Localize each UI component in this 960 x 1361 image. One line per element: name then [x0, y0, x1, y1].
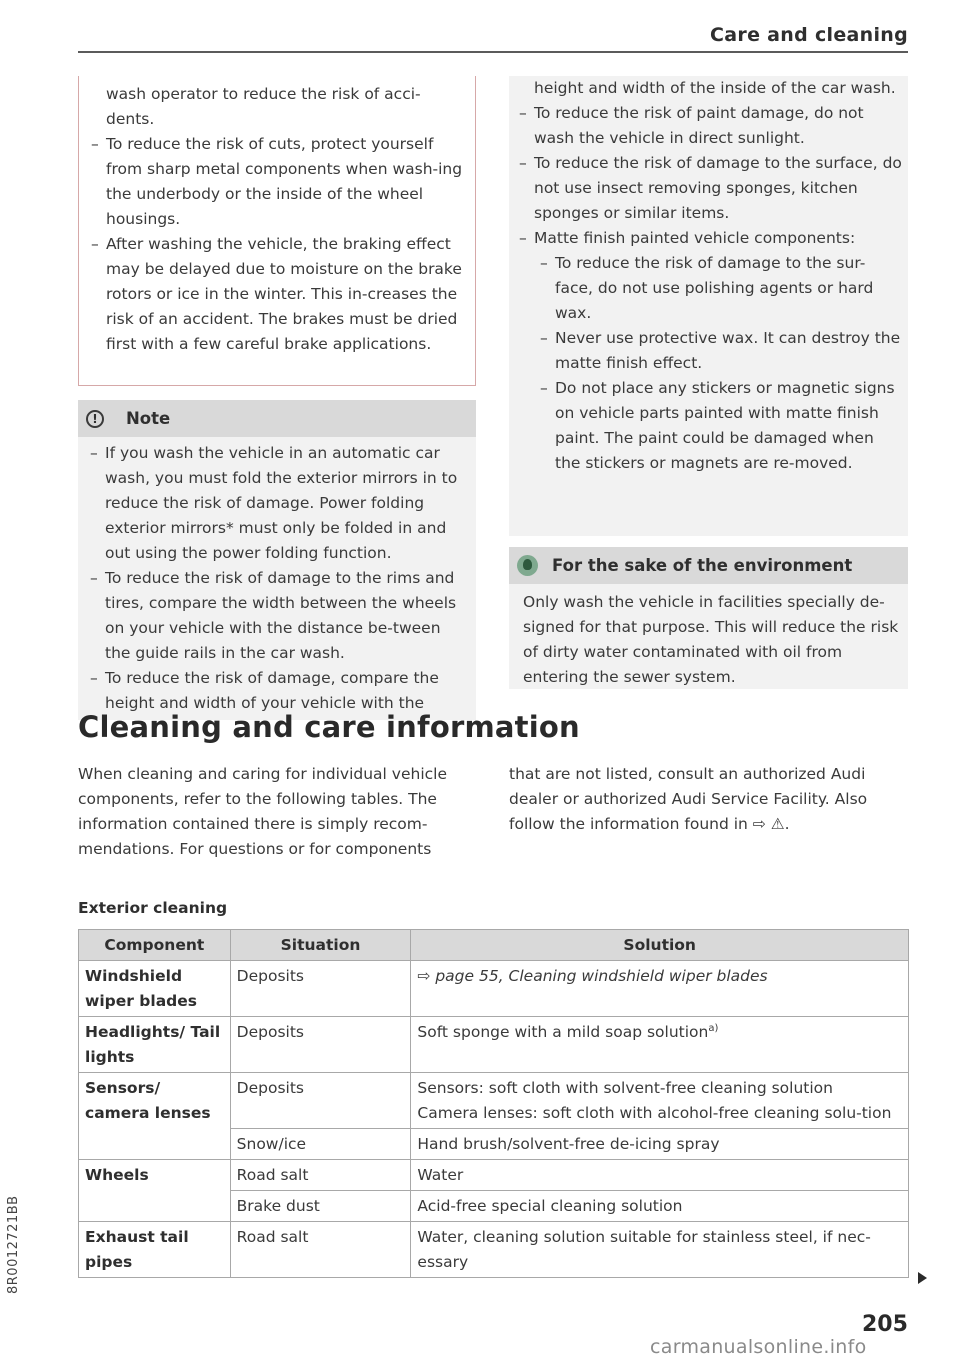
watermark: carmanualsonline.info — [650, 1336, 867, 1358]
table-header-row — [79, 930, 909, 961]
note-cont-sublist — [534, 251, 902, 476]
note-cont-item-text: Matte finish painted vehicle components: — [534, 229, 856, 247]
solution-cell — [411, 1073, 909, 1129]
column-header-component: Component — [79, 930, 231, 961]
environment-title: For the sake of the environment — [552, 556, 853, 575]
table-row — [79, 961, 909, 1017]
section-header: Care and cleaning — [710, 24, 908, 46]
situation-cell: Road salt — [230, 1222, 411, 1278]
note-item: – If you wash the vehicle in an automatic car wash, you must fold the exterior mirrors in to reduce the risk of damage. Power folding exterior mirrors* must only be folded in and out using the power folding function. — [84, 441, 466, 566]
warning-item: – After washing the vehicle, the braking effect may be delayed due to moisture on the brake rotors or ice in the winter. This in-creases the risk of an accident. The brakes must be dried first with a few careful brake applications. — [85, 232, 463, 357]
solution-line: Sensors: soft cloth with solvent-free cleaning solution — [417, 1079, 833, 1097]
info-icon: ! — [86, 410, 104, 428]
table-row — [79, 1222, 909, 1278]
table-row — [79, 1017, 909, 1073]
solution-cell: Water, cleaning solution suitable for stainless steel, if nec-essary — [411, 1222, 909, 1278]
table-title: Exterior cleaning — [78, 899, 228, 917]
table-row — [79, 1073, 909, 1129]
warning-item: – To reduce the risk of cuts, protect yourself from sharp metal components when wash-ing the underbody or the inside of the wheel housings. — [85, 132, 463, 232]
note-cont-item — [513, 226, 902, 476]
situation-cell: Snow/ice — [230, 1129, 411, 1160]
note-item: – To reduce the risk of damage, compare the height and width of your vehicle with the — [84, 666, 466, 716]
solution-cell[interactable]: ⇨ page 55, Cleaning windshield wiper blades — [411, 961, 909, 1017]
note-cont-item: – To reduce the risk of damage to the surface, do not use insect removing sponges, kitchen sponges or similar items. — [513, 151, 902, 226]
note-item: – To reduce the risk of damage to the rims and tires, compare the width between the wheels on your vehicle with the distance be-tween the guide rails in the car wash. — [84, 566, 466, 666]
note-cont-subitem: – Never use protective wax. It can destroy the matte finish effect. — [534, 326, 902, 376]
warning-list — [85, 132, 463, 357]
solution-cell: Hand brush/solvent-free de-icing spray — [411, 1129, 909, 1160]
table-row — [79, 1160, 909, 1191]
solution-line: Camera lenses: soft cloth with alcohol-free cleaning solu-tion — [417, 1104, 892, 1122]
note-cont-content — [509, 76, 908, 476]
continue-arrow-icon — [918, 1272, 927, 1284]
page-title: Cleaning and care information — [78, 710, 580, 744]
intro-left: When cleaning and caring for individual vehicle components, refer to the following tables. The information contained there is simply recom-mendations. For questions or for components — [78, 765, 447, 858]
note-body — [78, 437, 476, 720]
page-number: 205 — [862, 1312, 908, 1337]
component-cell: Wheels — [79, 1160, 231, 1222]
note-cont-list — [513, 101, 902, 476]
environment-icon — [517, 555, 538, 576]
footnote-marker: a) — [708, 1022, 719, 1034]
environment-body — [509, 584, 908, 689]
exterior-cleaning-table — [78, 929, 909, 1278]
solution-cell: Water — [411, 1160, 909, 1191]
situation-cell: Deposits — [230, 961, 411, 1017]
column-header-situation: Situation — [230, 930, 411, 961]
note-cont-lead: height and width of the inside of the car wash. — [534, 79, 896, 97]
component-cell: Headlights/ Tail lights — [79, 1017, 231, 1073]
situation-cell: Deposits — [230, 1017, 411, 1073]
environment-text: Only wash the vehicle in facilities specially de-signed for that purpose. This will reduce the risk of dirty water contaminated with oil from entering the sewer system. — [523, 593, 899, 686]
note-title: Note — [126, 409, 171, 428]
warning-box — [78, 76, 476, 386]
component-cell: Windshield wiper blades — [79, 961, 231, 1017]
solution-cell — [411, 1017, 909, 1073]
column-header-solution: Solution — [411, 930, 909, 961]
intro-right: that are not listed, consult an authorized Audi dealer or authorized Audi Service Facility. Also follow the information found in ⇨ ⚠. — [509, 765, 868, 833]
note-cont-item: – To reduce the risk of paint damage, do not wash the vehicle in direct sunlight. — [513, 101, 902, 151]
environment-header — [509, 547, 908, 584]
solution-text: Soft sponge with a mild soap solution — [417, 1023, 709, 1041]
situation-cell: Road salt — [230, 1160, 411, 1191]
component-cell: Sensors/ camera lenses — [79, 1073, 231, 1160]
component-cell: Exhaust tail pipes — [79, 1222, 231, 1278]
situation-cell: Brake dust — [230, 1191, 411, 1222]
header-rule — [78, 51, 908, 53]
note-header — [78, 400, 476, 437]
note-cont-subitem: – Do not place any stickers or magnetic signs on vehicle parts painted with matte finish paint. The paint could be damaged when the stickers or magnets are re-moved. — [534, 376, 902, 476]
situation-cell: Deposits — [230, 1073, 411, 1129]
solution-cell: Acid-free special cleaning solution — [411, 1191, 909, 1222]
note-list — [84, 441, 466, 716]
note-cont-subitem: – To reduce the risk of damage to the sur-face, do not use polishing agents or hard wax. — [534, 251, 902, 326]
warning-lead: wash operator to reduce the risk of acci-dents. — [106, 85, 421, 128]
document-code: 8R0012721BB — [6, 1195, 21, 1295]
